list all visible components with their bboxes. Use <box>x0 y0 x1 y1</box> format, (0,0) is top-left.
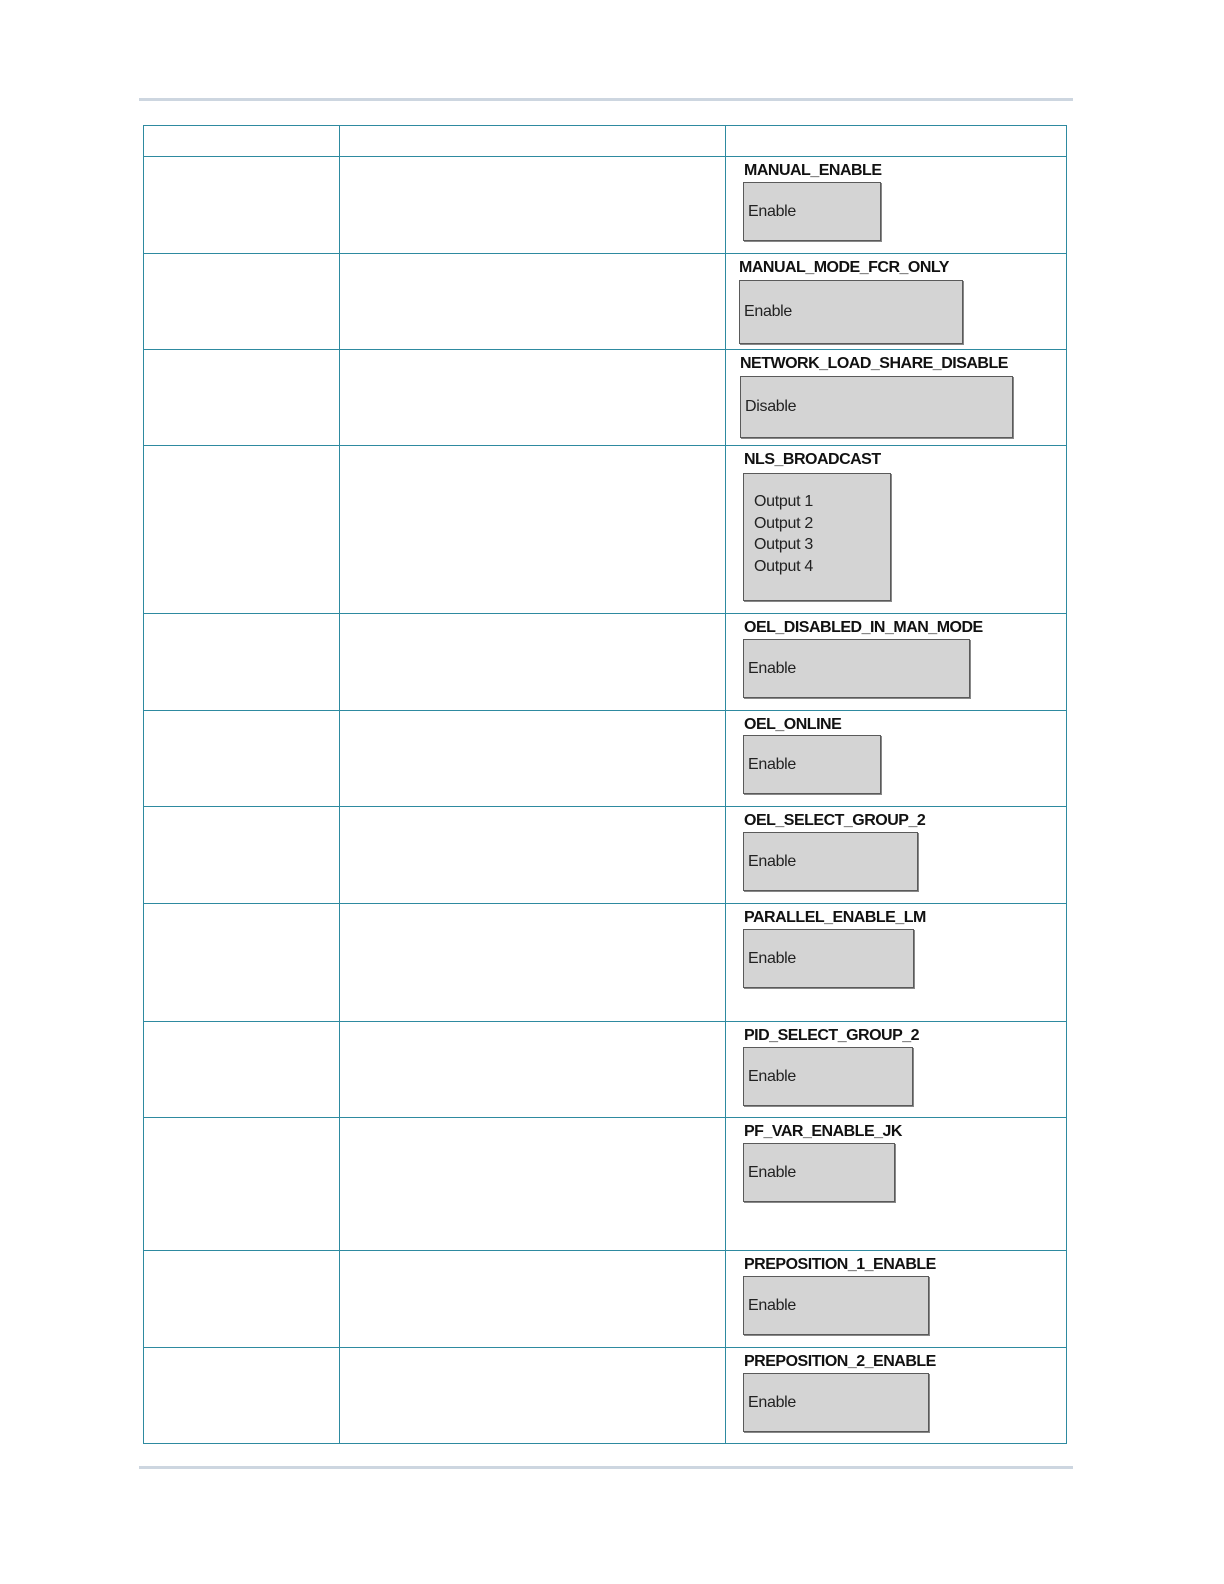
port-label: Enable <box>744 303 793 320</box>
logic-block-title: PREPOSITION_1_ENABLE <box>744 1256 936 1273</box>
table-row <box>144 614 1067 711</box>
logic-block <box>726 350 1066 445</box>
header-cell-2 <box>340 126 726 157</box>
logic-block-body <box>743 1276 929 1335</box>
logic-block-cell <box>726 904 1067 1022</box>
table-row <box>144 350 1067 446</box>
port-label: Enable <box>748 1393 797 1411</box>
logic-block-cell <box>726 1118 1067 1251</box>
logic-block-cell <box>726 1251 1067 1348</box>
description-cell <box>340 1118 726 1251</box>
port-label: Output 1 <box>754 493 813 510</box>
header-rule <box>139 98 1073 101</box>
description-cell <box>340 1022 726 1118</box>
port-label: Output 2 <box>754 514 813 532</box>
logic-block <box>726 711 1066 806</box>
name-cell <box>144 446 340 614</box>
name-cell <box>144 711 340 807</box>
logic-block-title: MANUAL_MODE_FCR_ONLY <box>739 259 949 276</box>
logic-block-body <box>743 182 881 241</box>
logic-block-cell <box>726 1348 1067 1444</box>
logic-block-title: PID_SELECT_GROUP_2 <box>744 1027 920 1044</box>
input-port <box>744 755 796 775</box>
logic-block-cell <box>726 157 1067 254</box>
logic-block-title: PREPOSITION_2_ENABLE <box>744 1353 936 1370</box>
port-label: Enable <box>748 755 797 773</box>
table-row <box>144 1348 1067 1444</box>
logic-block-title: PF_VAR_ENABLE_JK <box>744 1123 902 1140</box>
logic-block-title: PARALLEL_ENABLE_LM <box>744 909 926 926</box>
table-row <box>144 1022 1067 1118</box>
description-cell <box>340 350 726 446</box>
description-cell <box>340 1251 726 1348</box>
description-cell <box>340 614 726 711</box>
input-port <box>744 852 796 872</box>
logic-block <box>726 254 1066 349</box>
logic-block-body <box>743 1143 895 1202</box>
logic-block-body <box>743 832 918 891</box>
port-label: Enable <box>748 1163 797 1181</box>
logic-block-body <box>743 639 970 698</box>
header-cell-1 <box>144 126 340 157</box>
description-cell <box>340 446 726 614</box>
logic-block-title: OEL_ONLINE <box>744 716 842 733</box>
logic-block <box>726 1118 1066 1250</box>
name-cell <box>144 1251 340 1348</box>
description-cell <box>340 254 726 350</box>
logic-block-body <box>743 735 881 794</box>
name-cell <box>144 254 340 350</box>
input-port <box>744 535 813 555</box>
table-row <box>144 1118 1067 1251</box>
input-port <box>740 302 792 322</box>
logic-block-title: MANUAL_ENABLE <box>744 162 882 179</box>
logic-block-table <box>143 125 1067 1444</box>
footer-rule <box>139 1466 1073 1469</box>
logic-block-body <box>739 280 963 344</box>
logic-block-cell <box>726 254 1067 350</box>
logic-block-title: OEL_SELECT_GROUP_2 <box>744 812 926 829</box>
port-label: Enable <box>748 659 797 677</box>
logic-block <box>726 446 1066 613</box>
logic-block <box>726 1251 1066 1347</box>
port-label: Enable <box>748 202 797 220</box>
logic-block-cell <box>726 446 1067 614</box>
logic-block-title: NLS_BROADCAST <box>744 451 881 468</box>
input-port <box>744 1296 796 1316</box>
logic-block <box>726 614 1066 710</box>
logic-block <box>726 157 1066 253</box>
name-cell <box>144 807 340 904</box>
logic-block-cell <box>726 614 1067 711</box>
logic-block-body <box>743 473 891 601</box>
port-label: Enable <box>748 949 797 967</box>
logic-block <box>726 807 1066 903</box>
logic-block <box>726 1348 1066 1443</box>
table-row <box>144 254 1067 350</box>
table-row <box>144 711 1067 807</box>
name-cell <box>144 1348 340 1444</box>
description-cell <box>340 157 726 254</box>
port-label: Enable <box>748 1296 797 1314</box>
port-label: Disable <box>745 398 797 415</box>
table-row <box>144 807 1067 904</box>
logic-block-body <box>743 1047 913 1106</box>
table-row <box>144 446 1067 614</box>
logic-block-cell <box>726 350 1067 446</box>
name-cell <box>144 614 340 711</box>
logic-block-cell <box>726 711 1067 807</box>
description-cell <box>340 904 726 1022</box>
logic-block-title: OEL_DISABLED_IN_MAN_MODE <box>744 619 983 636</box>
port-label: Output 3 <box>754 536 813 553</box>
input-port <box>744 949 796 969</box>
input-port <box>744 1393 796 1413</box>
input-port <box>744 557 813 577</box>
input-port <box>744 659 796 679</box>
name-cell <box>144 157 340 254</box>
input-port <box>744 514 813 534</box>
logic-block <box>726 904 1066 1021</box>
logic-block-body <box>740 376 1013 438</box>
logic-block-body <box>743 1373 929 1432</box>
table-row <box>144 157 1067 254</box>
input-port <box>744 492 813 512</box>
logic-block-body <box>743 929 914 988</box>
table-row <box>144 904 1067 1022</box>
input-port <box>744 1163 796 1183</box>
header-cell-3 <box>726 126 1067 157</box>
description-cell <box>340 711 726 807</box>
description-cell <box>340 807 726 904</box>
name-cell <box>144 350 340 446</box>
logic-block <box>726 1022 1066 1117</box>
name-cell <box>144 1118 340 1251</box>
logic-block-cell <box>726 1022 1067 1118</box>
logic-block-title: NETWORK_LOAD_SHARE_DISABLE <box>740 355 1008 372</box>
input-port <box>744 1067 796 1087</box>
table-header-row <box>144 126 1067 157</box>
port-label: Output 4 <box>754 557 813 575</box>
name-cell <box>144 904 340 1022</box>
logic-block-cell <box>726 807 1067 904</box>
table-row <box>144 1251 1067 1348</box>
port-label: Enable <box>748 1067 797 1085</box>
input-port <box>741 397 796 417</box>
description-cell <box>340 1348 726 1444</box>
name-cell <box>144 1022 340 1118</box>
port-label: Enable <box>748 852 797 870</box>
input-port <box>744 202 796 222</box>
